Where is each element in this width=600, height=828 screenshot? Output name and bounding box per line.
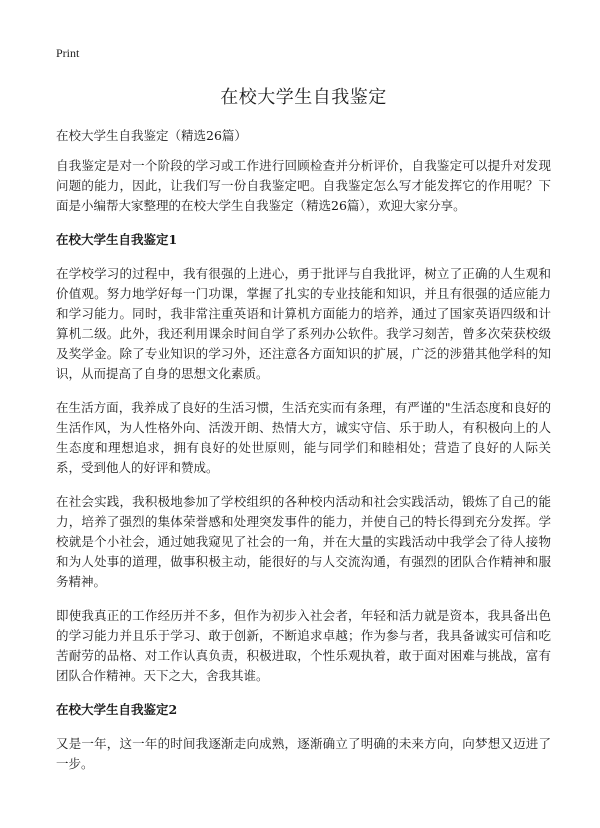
print-link[interactable]: Print [56,46,80,60]
section-1-paragraph-4: 即使我真正的工作经历并不多，但作为初步入社会者，年轻和活力就是资本，我具备出色的学习能力并且乐于学习、敢于创新，不断追求卓越；作为参与者，我具备诚实可信和吃苦耐劳的品格、对工作认真负责，积极进取，个性乐观执着，敢于面对困难与挑战，富有团队合作精神。天下之大，舍我其谁。 [56,608,551,683]
section-2-paragraph-1: 又是一年，这一年的时间我逐渐走向成熟，逐渐确立了明确的未来方向，向梦想又迈进了一步。 [56,736,551,771]
section-heading-1: 在校大学生自我鉴定1 [56,232,178,247]
section-1-paragraph-3: 在社会实践，我积极地参加了学校组织的各种校内活动和社会实践活动，锻炼了自己的能力，培养了强烈的集体荣誉感和处理突发事件的能力，并使自己的特长得到充分发挥。学校就是个小社会，通过她我窥见了社会的一角，并在大量的实践活动中我学会了待人接物和为人处事的道理，做事积极主动，能很好的与人交流沟通，有强烈的团队合作精神和服务精神。 [56,494,551,589]
section-1-paragraph-1: 在学校学习的过程中，我有很强的上进心，勇于批评与自我批评，树立了正确的人生观和价值观。努力地学好每一门功课，掌握了扎实的专业技能和知识，并且有很强的适应能力和学习能力。同时，我非常注重英语和计算机方面能力的培养，通过了国家英语四级和计算机二级。此外，我还利用课余时间自学了系列办公软件。我学习刻苦，曾多次荣获校级及奖学金。除了专业知识的学习外，还注意各方面知识的扩展，广泛的涉猎其他学科的知识，从而提高了自身的思想文化素质。 [56,266,551,381]
section-1-paragraph-2: 在生活方面，我养成了良好的生活习惯，生活充实而有条理，有严谨的"生活态度和良好的生活作风，为人性格外向、活泼开朗、热情大方，诚实守信、乐于助人，有积极向上的人生态度和理想追求，拥有良好的处世原则，能与同学们和睦相处；营造了良好的人际关系，受到他人的好评和赞成。 [56,400,551,475]
section-heading-2: 在校大学生自我鉴定2 [56,702,178,717]
page-title: 在校大学生自我鉴定 [220,87,387,108]
document-subtitle: 在校大学生自我鉴定（精选26篇） [56,128,247,143]
intro-paragraph: 自我鉴定是对一个阶段的学习或工作进行回顾检查并分析评价，自我鉴定可以提升对发现问题的能力，因此，让我们写一份自我鉴定吧。自我鉴定怎么写才能发挥它的作用呢？下面是小编帮大家整理的在校大学生自我鉴定（精选26篇），欢迎大家分享。 [56,158,551,213]
